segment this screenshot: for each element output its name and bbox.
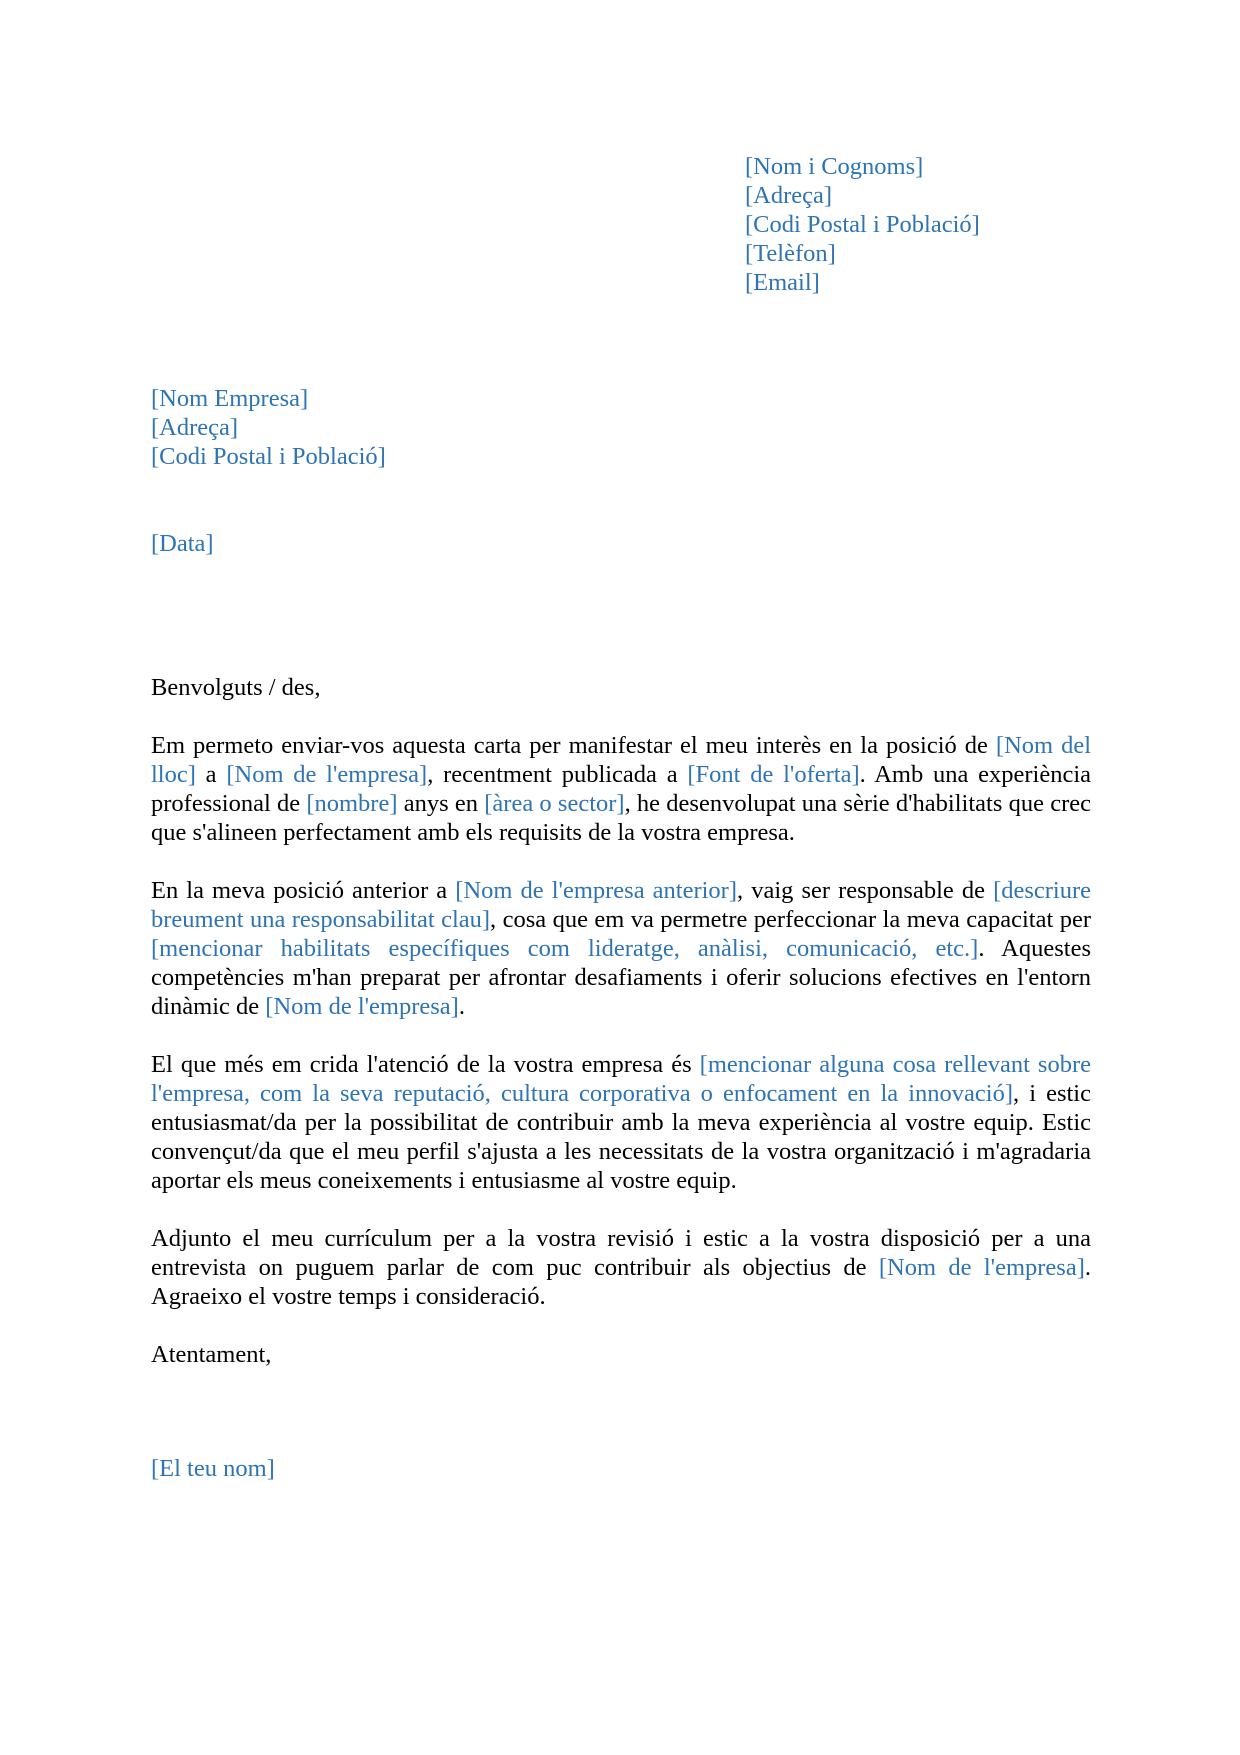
recipient-company: [Nom Empresa] — [151, 385, 309, 412]
paragraph-text: Em permeto enviar-vos aquesta carta per manifestar el meu interès en la posició de — [151, 732, 996, 759]
recipient-address: [Adreça] — [151, 414, 239, 441]
placeholder-company-name: [Nom de l'empresa] — [878, 1254, 1085, 1281]
letter-body — [151, 673, 1091, 1398]
paragraph-text: , cosa que em va permetre perfeccionar la meva capacitat per — [490, 906, 1091, 933]
placeholder-sector: [àrea o sector] — [484, 790, 625, 817]
placeholder-responsibility: [descriure breument una responsabilitat clau] — [151, 877, 1092, 933]
placeholder-years: [nombre] — [306, 790, 398, 817]
placeholder-skills: [mencionar habilitats específiques com lideratge, anàlisi, comunicació, etc.] — [151, 935, 979, 962]
sender-postal-city: [Codi Postal i Població] — [745, 211, 980, 238]
placeholder-company-name: [Nom de l'empresa] — [265, 993, 459, 1020]
closing-phrase: Atentament, — [151, 1341, 272, 1368]
placeholder-company-highlight: [mencionar alguna cosa rellevant sobre l'empresa, com la seva reputació, cultura corporativa o enfocament en la innovació] — [151, 1051, 1091, 1107]
paragraph-text: En la meva posició anterior a — [151, 877, 456, 904]
paragraph-text: anys en — [397, 790, 485, 817]
paragraph-text: , recentment publicada a — [427, 761, 688, 788]
paragraph-closing — [151, 1224, 1091, 1311]
paragraph-text: , vaig ser responsable de — [737, 877, 994, 904]
recipient-postal-city: [Codi Postal i Població] — [151, 443, 386, 470]
placeholder-offer-source: [Font de l'oferta] — [687, 761, 860, 788]
paragraph-text: a — [195, 761, 227, 788]
paragraph-text: , he desenvolupat una sèrie d'habilitats que crec que s'alineen perfectament amb els requisits de la vostra empresa. — [151, 790, 1091, 846]
paragraph-text: . Aquestes competències m'han preparat per afrontar desafiaments i oferir solucions efectives en l'entorn dinàmic de — [151, 935, 1091, 1020]
salutation: Benvolguts / des, — [151, 674, 321, 701]
placeholder-company-name: [Nom de l'empresa] — [226, 761, 428, 788]
sender-email: [Email] — [745, 269, 820, 296]
paragraph-text: . Amb una experiència professional de — [151, 761, 1092, 817]
sender-phone: [Telèfon] — [745, 240, 836, 267]
paragraph-text: , i estic entusiasmat/da per la possibilitat de contribuir amb la meva experiència al vostre equip. Estic convençut/da que el meu perfil s'ajusta a les necessitats de la vostra organització i m'agradaria aportar els meus coneixements i entusiasme al vostre equip. — [151, 1080, 1091, 1194]
placeholder-job-title: [Nom del lloc] — [151, 732, 1092, 788]
paragraph-text: El que més em crida l'atenció de la vostra empresa és — [151, 1051, 700, 1078]
sender-address: [Adreça] — [745, 182, 833, 209]
sender-name: [Nom i Cognoms] — [745, 153, 924, 180]
paragraph-motivation — [151, 1050, 1091, 1195]
paragraph-experience — [151, 876, 1091, 1021]
recipient-block — [151, 384, 386, 471]
paragraph-text: . Agraeixo el vostre temps i consideració. — [151, 1254, 1091, 1310]
sender-block — [745, 152, 980, 297]
letter-date: [Data] — [151, 530, 214, 557]
placeholder-previous-company: [Nom de l'empresa anterior] — [455, 877, 737, 904]
paragraph-text: Adjunto el meu currículum per a la vostra revisió i estic a la vostra disposició per a una entrevista on puguem parlar de com puc contribuir als objectius de — [151, 1225, 1091, 1281]
paragraph-interest — [151, 731, 1091, 847]
signature-name: [El teu nom] — [151, 1455, 275, 1482]
paragraph-text: . — [458, 993, 465, 1020]
